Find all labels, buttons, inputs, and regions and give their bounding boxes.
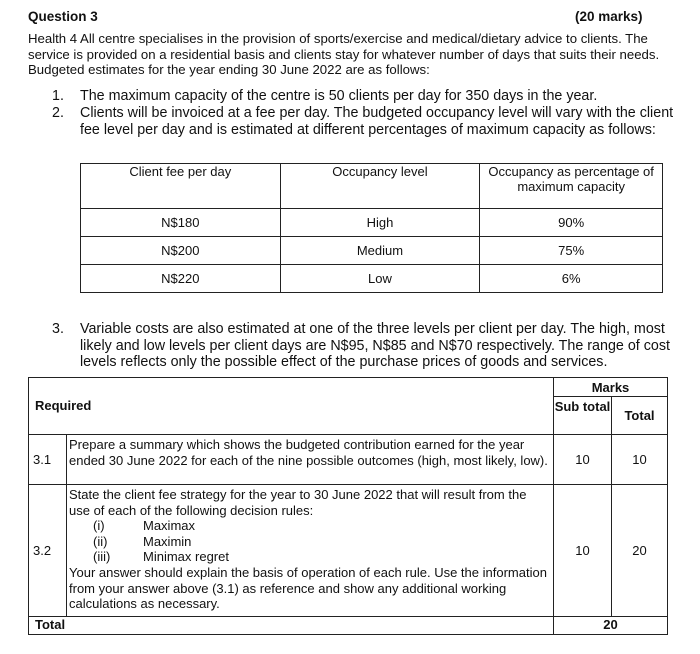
- total-cell: 20: [612, 485, 668, 617]
- subtotal-heading: Sub total: [554, 397, 612, 435]
- grand-total-value: 20: [554, 617, 668, 635]
- grand-total-label: Total: [29, 617, 554, 635]
- table-cell: N$200: [81, 237, 281, 265]
- table-cell: N$180: [81, 209, 281, 237]
- table-cell: N$220: [81, 265, 281, 293]
- intro-paragraph: Health 4 All centre specialises in the provision of sports/exercise and medical/dietary advice to clients. The service is provided on a residential basis and clients stay for whatever number of days that suits their needs. Budgeted estimates for the year ending 30 June 2022 are as follows:: [28, 31, 660, 77]
- point-number: 3.: [52, 321, 64, 337]
- rule-number: (i): [93, 518, 105, 534]
- table-total-row: [29, 617, 668, 635]
- point-text: The maximum capacity of the centre is 50 clients per day for 350 days in the year.: [80, 88, 598, 104]
- subtotal-cell: 10: [554, 435, 612, 485]
- table-row: [29, 485, 668, 617]
- total-cell: 10: [612, 435, 668, 485]
- question-number: 3.2: [29, 485, 67, 617]
- question-text: [67, 485, 554, 617]
- table-header-cell: Client fee per day: [81, 164, 281, 209]
- decision-rule: [69, 534, 549, 550]
- occupancy-table: [80, 163, 663, 293]
- rule-name: Maximin: [143, 533, 192, 549]
- marks-heading: Marks: [554, 378, 668, 397]
- rule-number: (ii): [93, 533, 108, 549]
- table-header-row: [81, 164, 663, 209]
- rule-name: Minimax regret: [143, 549, 229, 565]
- table-header-row: [29, 378, 668, 397]
- required-table: [28, 377, 668, 635]
- table-cell: High: [280, 209, 480, 237]
- table-cell: Medium: [280, 237, 480, 265]
- question-outro: Your answer should explain the basis of operation of each rule. Use the information from your answer above (3.1) as reference and show any additional working calculations as necessary.: [69, 564, 547, 612]
- point-number: 2.: [52, 105, 64, 121]
- question-number: 3.1: [29, 435, 67, 485]
- point-text: Clients will be invoiced at a fee per day. The budgeted occupancy level will vary with the client fee level per day and is estimated at different percentages of maximum capacity as follows:: [80, 105, 674, 138]
- table-row: [81, 265, 663, 293]
- point-number: 1.: [52, 88, 64, 104]
- table-cell: 6%: [480, 265, 663, 293]
- rule-number: (iii): [93, 549, 111, 565]
- table-cell: Low: [280, 265, 480, 293]
- rule-name: Maximax: [143, 518, 196, 534]
- required-heading: Required: [29, 378, 554, 435]
- subtotal-cell: 10: [554, 485, 612, 617]
- table-cell: 90%: [480, 209, 663, 237]
- table-row: [29, 435, 668, 485]
- table-row: [81, 237, 663, 265]
- table-header-cell: Occupancy level: [280, 164, 480, 209]
- question-marks: (20 marks): [575, 9, 643, 24]
- point-text: Variable costs are also estimated at one of the three levels per client per day. The high, most likely and low levels per client days are N$95, N$85 and N$70 respectively. The range of cost levels reflects only the possible effect of the purchase prices of goods and services.: [80, 321, 670, 370]
- decision-rule: [69, 518, 549, 534]
- question-title: Question 3: [28, 9, 98, 24]
- decision-rule: [69, 549, 549, 565]
- table-row: [81, 209, 663, 237]
- total-heading: Total: [612, 397, 668, 435]
- question-intro: State the client fee strategy for the year to 30 June 2022 that will result from the use of each of the following decision rules:: [69, 487, 527, 518]
- table-header-cell: Occupancy as percentage of maximum capacity: [480, 164, 663, 209]
- question-text: Prepare a summary which shows the budgeted contribution earned for the year ended 30 June 2022 for each of the nine possible outcomes (high, most likely, low).: [67, 435, 554, 485]
- table-cell: 75%: [480, 237, 663, 265]
